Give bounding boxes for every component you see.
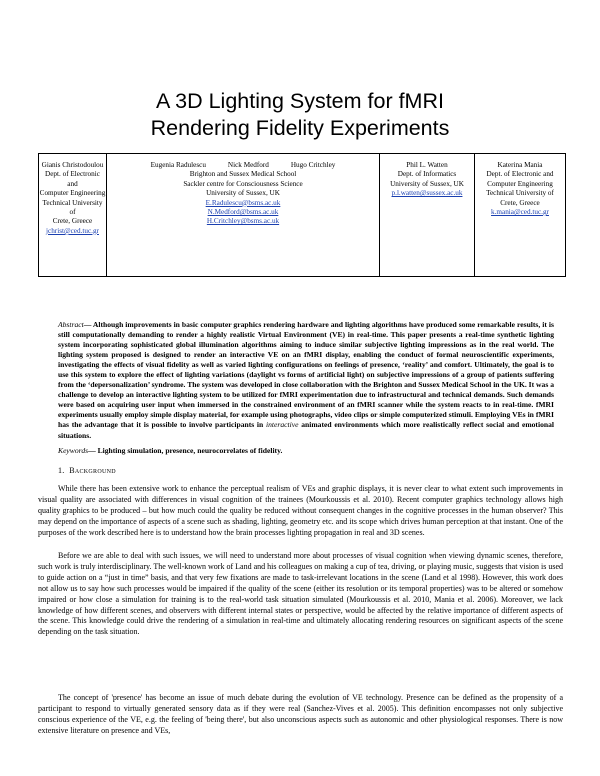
keywords-label: Keywords: [58, 446, 89, 455]
keywords: [58, 446, 554, 456]
author-affiliation: Brighton and Sussex Medical School: [189, 170, 297, 179]
author-affiliation: University of Sussex, UK: [390, 179, 464, 188]
author-email-link[interactable]: jchrist@ced.tuc.gr: [46, 226, 99, 235]
abstract-text: — Although improvements in basic computer graphics rendering hardware and lighting algorithms have produced some remarkable results, it is still computationally demanding to render a highly realistic Virtual Environment (VE) in real-time. This paper presents a real-time synthetic lighting system incorporating sophisticated global illumination algorithms aiming to induce similar subjective lighting impressions as in the real world. The lighting system proposed is designed to render an interactive VE on an fMRI display, enabling the conduct of formal neuroscientific experiments, investigating the effects of visual fidelity as well as varied lighting configurations on feelings of presence, ‘reality’ and comfort. Ultimately, the goal is to use this system to explore the effect of lighting variations (daylight vs forms of artificial light) on subjective impressions of a group of patients suffering from the ‘depersonalization’ syndrome. The system was developed in close collaboration with the Brighton and Sussex Medical School in the UK. It was a challenge to develop an interactive lighting system to be utilized for fMRI experimentation due to infrastructural and technical demands. Such demands were based on acquiring user input when immersed in the constrained environment of an fMRI scanner while the system reacts to in real-time. fMRI experiments usually employ simple display material, for example using photographs, video clips or simple computerized stimuli. Employing VEs in fMRI has the advantage that it is possible to involve participants in: [58, 320, 554, 430]
keywords-text: — Lighting simulation, presence, neurocorrelates of fidelity.: [88, 446, 283, 455]
author-affiliation: University of Sussex, UK: [206, 189, 280, 198]
author-name: Nick Medford: [227, 161, 269, 169]
author-block-bsms: [107, 154, 380, 276]
author-affiliation: Dept. of Informatics: [397, 170, 457, 179]
author-name: Phil L. Watten: [406, 161, 448, 169]
body-paragraph: While there has been extensive work to enhance the perceptual realism of VEs and graphic displays, it is never clear to what extent such improvements in visual quality are associated with differences in visual cognition of the trainees (Mourkoussis et al. 2010). Recent computer graphics technology allows high quality graphics to be produced – but how much could the quality be reduced without consequent changes in the cognitive processes in the human observer? This may depend on the importance of aspects of a scene such as shading, lighting, geometry etc. and its scope which drives human perception at that instant. One of the purposes of the work described here is to understand how the brain processes lighting propagation in real and 3D scenes.: [38, 484, 563, 537]
author-affiliation: Crete, Greece: [52, 217, 93, 226]
title-line-2: Rendering Fidelity Experiments: [150, 116, 450, 140]
author-affiliation: Sackler centre for Consciousness Science: [183, 179, 303, 188]
author-block-mania: [475, 154, 565, 276]
title-line-1: A 3D Lighting System for fMRI: [156, 89, 444, 113]
author-email-link[interactable]: p.l.watten@sussex.ac.uk: [391, 189, 463, 198]
author-table: [38, 153, 566, 277]
body-paragraph: The concept of 'presence' has become an issue of much debate during the evolution of VE technology. Presence can be defined as the propensity of a participant to respond to virtually generated sensory data as if they were real (Sanchez-Vives et al. 2005). This definition encompasses not only subjective conscious experience of the VE, e.g. the feeling of 'being there', but also unconscious aspects such as autonomic and other physiological responses. There is now extensive literature on presence and VEs,: [38, 693, 563, 735]
abstract-tail: animated environments which more realistically reflect social and emotional situations.: [58, 420, 555, 440]
author-affiliation: Technical University of: [486, 189, 554, 198]
author-name: Katerina Mania: [497, 161, 543, 169]
author-email-link[interactable]: E.Radulescu@bsms.ac.uk: [205, 198, 281, 207]
author-affiliation: Computer Engineering: [39, 189, 106, 198]
author-name: Hugo Critchley: [290, 161, 336, 169]
author-email-link[interactable]: H.Critchley@bsms.ac.uk: [206, 217, 280, 226]
paper-title: [0, 88, 600, 142]
author-affiliation: Dept. of Electronic and: [45, 170, 100, 188]
author-affiliation: Crete, Greece: [500, 198, 540, 207]
body-paragraph: Before we are able to deal with such issues, we will need to understand more about processes of visual cognition when viewing dynamic scenes, therefore, such work is truly interdisciplinary. The well-known work of Land and his colleagues on making a cup of tea, driving, or playing music, suggests that vision is used to guide action on a “just in time” basis, and that very few fixations are made to task-irrelevant locations in the scene (Land et al 1998). However, this work does not allow us to say how such processes would be impaired if the quality of the scene (either its resolution or its temporal properties) was to be altered or somehow impaired or how close a simulation for training is to the real-world task situation simulated (Mourkoussis et al. 2010, Mania et al. 2006). Moreover, we lack knowledge of how different scenes, and observers with different internal states or perspective, would be affected by the relative importance of different aspects of the scene. This knowledge could drive the rendering of a simulation in real-time and ultimately allocating rendering resources on significant aspects of the scene depending on the task situation.: [38, 551, 563, 637]
author-email-link[interactable]: k.mania@ced.tuc.gr: [491, 208, 549, 217]
section-title: Background: [69, 466, 116, 475]
section-number: 1.: [58, 466, 65, 475]
abstract: [58, 320, 554, 441]
author-affiliation: Technical University of: [42, 198, 103, 217]
author-email-link[interactable]: N.Medford@bsms.ac.uk: [207, 208, 279, 217]
author-name: Eugenia Radulescu: [150, 161, 206, 169]
author-block-christodoulou: [39, 154, 107, 276]
author-name: Gianis Christodoulou: [41, 161, 104, 169]
author-affiliation: Computer Engineering: [487, 179, 553, 188]
author-affiliation: Dept. of Electronic and: [486, 170, 554, 179]
author-block-watten: [380, 154, 475, 276]
abstract-label: Abstract: [58, 320, 84, 329]
section-heading: [58, 466, 116, 475]
abstract-italic-word: interactive: [266, 420, 299, 430]
